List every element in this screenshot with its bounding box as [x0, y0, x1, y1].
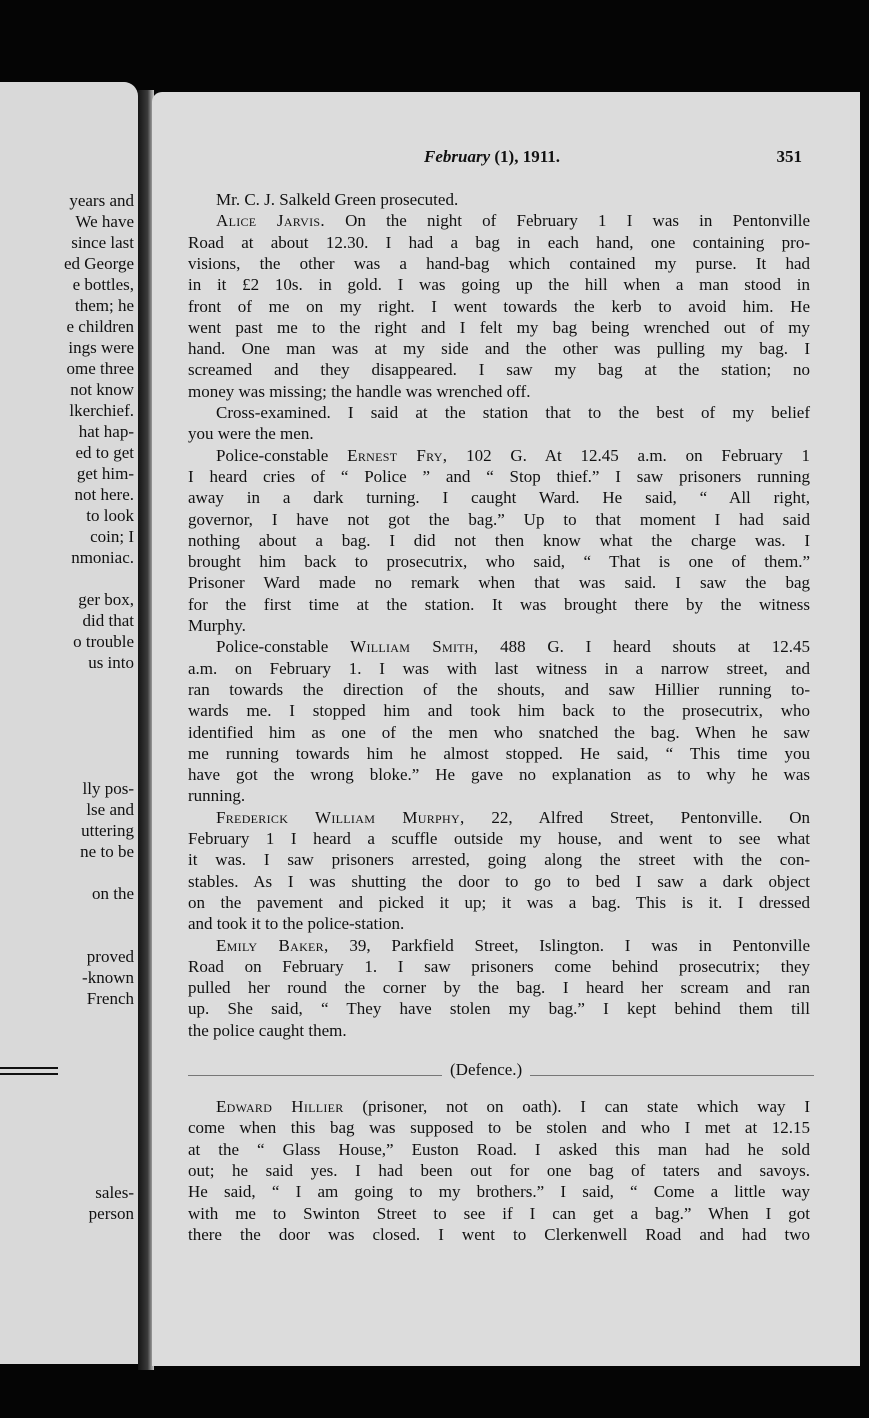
- text-line: me running towards him he almost stopped. He said, “ This time you: [188, 743, 810, 763]
- text-line: Mr. C. J. Salkeld Green prosecuted.: [216, 190, 459, 209]
- text-line: Road at about 12.30. I had a bag in each hand, one containing pro-: [188, 232, 810, 252]
- left-page-line: to look: [86, 506, 134, 525]
- text-line: a.m. on February 1. I was with last witness in a narrow street, and: [188, 658, 810, 678]
- text-line: screamed and they disappeared. I saw my bag at the station; no: [188, 360, 810, 380]
- speaker-name: Ernest Fry,: [347, 445, 448, 465]
- text-line: [216, 445, 810, 466]
- speaker-title: Police-constable: [216, 637, 351, 657]
- text-line: wards me. I stopped him and took him back to the prosecutrix, who: [188, 701, 810, 721]
- text-line: in it £2 10s. in gold. I was going up the hill when a man stood in: [188, 275, 810, 295]
- left-page-line: ed George: [63, 254, 134, 273]
- text-line: money was missing; the handle was wrenched off.: [188, 381, 531, 401]
- text-line: for the first time at the station. It was brought there by the witness: [188, 594, 810, 614]
- left-page-line: o trouble: [73, 632, 134, 651]
- text-line: hand. One man was at my side and the other was pulling my bag. I: [188, 339, 810, 359]
- left-page-line: We have: [75, 212, 134, 231]
- left-page-line: did that: [82, 611, 134, 630]
- left-page-line: lse and: [86, 800, 134, 819]
- left-page-line: e bottles,: [72, 275, 134, 294]
- left-page-line: lkerchief.: [69, 401, 134, 420]
- left-page-line: years and: [69, 191, 134, 210]
- text-line: and took it to the police-station.: [188, 914, 405, 934]
- left-page-rule: [0, 1067, 58, 1069]
- line-text: 102 G. At 12.45 a.m. on February 1: [447, 445, 811, 465]
- left-page-line: uttering: [81, 821, 134, 840]
- left-page-line: ings were: [68, 338, 134, 357]
- text-line: [216, 1096, 810, 1117]
- text-line: Cross-examined. I said at the station that to the best of my belief: [216, 403, 810, 422]
- speaker-name: Emily Baker,: [216, 935, 329, 955]
- left-page-line: them; he: [74, 296, 134, 315]
- text-line: ran towards the direction of the shouts, and saw Hillier running to-: [188, 679, 810, 699]
- line-text: 22, Alfred Street, Pentonville. On: [464, 807, 810, 827]
- text-line: visions, the other was a hand-bag which contained my purse. It had: [188, 253, 810, 273]
- line-text: 488 G. I heard shouts at 12.45: [478, 637, 810, 657]
- header-date: (1), 1911.: [490, 147, 561, 166]
- left-page-line: sales-: [95, 1183, 134, 1202]
- left-page-line: lly pos-: [82, 779, 134, 798]
- speaker-name: William Smith,: [350, 637, 479, 657]
- text-line: nothing about a bag. I did not then know what the charge was. I: [188, 530, 810, 550]
- left-page-line: ger box,: [78, 590, 134, 609]
- header-month: February: [424, 147, 491, 166]
- left-page-line: nmoniac.: [71, 548, 134, 567]
- text-line: [216, 807, 810, 828]
- left-page-line: hat hap-: [78, 422, 134, 441]
- line-text: On the night of February 1 I was in Pentonville: [324, 211, 811, 231]
- text-line: stables. As I was shutting the door to go to bed I saw a dark object: [188, 871, 810, 891]
- text-line: it was. I saw prisoners arrested, going along the street with the con-: [188, 850, 810, 870]
- text-line: Murphy.: [188, 616, 246, 635]
- text-line: [216, 636, 810, 657]
- left-page-rule: [0, 1073, 58, 1075]
- left-page-line: not know: [70, 380, 134, 399]
- text-line: away in a dark turning. I caught Ward. He said, “ All right,: [188, 488, 810, 508]
- speaker-name: Alice Jarvis.: [216, 211, 325, 231]
- left-page-line: us into: [88, 653, 134, 672]
- text-line: Road on February 1. I saw prisoners come behind prosecutrix; they: [188, 956, 810, 976]
- left-page-fragment: [0, 82, 138, 1364]
- defence-heading: (Defence.): [442, 1060, 530, 1080]
- left-page-line: proved: [86, 947, 134, 966]
- left-page-line: ne to be: [80, 842, 134, 861]
- text-line: [216, 210, 810, 231]
- left-page-line: not here.: [74, 485, 134, 504]
- page-number: 351: [776, 147, 802, 166]
- text-line: have got the wrong bloke.” He gave no explanation as to why he was: [188, 765, 810, 785]
- line-text: 39, Parkfield Street, Islington. I was in Pentonville: [328, 935, 810, 955]
- text-line: governor, I have not got the bag.” Up to that moment I had said: [188, 509, 810, 529]
- running-header: [424, 147, 560, 167]
- speaker-name: Edward Hillier: [216, 1097, 344, 1116]
- left-page-line: coin; I: [90, 527, 134, 546]
- left-page-line: e children: [66, 317, 134, 336]
- text-line: there the door was closed. I went to Clerkenwell Road and had two: [188, 1224, 810, 1244]
- text-line: brought him back to prosecutrix, who said, “ That is one of them.”: [188, 552, 810, 572]
- text-line: at the “ Glass House,” Euston Road. I asked this man had he sold: [188, 1139, 810, 1159]
- right-page: [152, 92, 860, 1366]
- text-line: pulled her round the corner by the bag. I heard her scream and ran: [188, 978, 810, 998]
- speaker-title: Police-constable: [216, 445, 348, 465]
- text-line: you were the men.: [188, 424, 314, 444]
- left-page-line: on the: [91, 884, 134, 903]
- text-line: come when this bag was supposed to be stolen and who I met at 12.15: [188, 1118, 810, 1138]
- text-line: Prisoner Ward made no remark when that was said. I saw the bag: [188, 573, 810, 593]
- left-page-line: -known: [82, 968, 134, 987]
- text-line: front of me on my right. I went towards the kerb to avoid him. He: [188, 296, 810, 316]
- text-line: February 1 I heard a scuffle outside my house, and went to see what: [188, 829, 810, 848]
- text-line: He said, “ I am going to my brothers.” I said, “ Come a little way: [188, 1182, 810, 1202]
- text-line: running.: [188, 786, 246, 806]
- text-line: the police caught them.: [188, 1020, 347, 1040]
- left-page-line: ome three: [66, 359, 134, 378]
- speaker-name: Frederick William Murphy,: [216, 807, 465, 827]
- text-line: out; he said yes. I had been out for one bag of taters and savoys.: [188, 1160, 810, 1180]
- text-line: I heard cries of “ Police ” and “ Stop thief.” I saw prisoners running: [188, 466, 810, 486]
- left-page-line: person: [88, 1204, 134, 1223]
- text-line: [216, 935, 810, 956]
- line-text: (prisoner, not on oath). I can state which way I: [343, 1097, 810, 1116]
- text-line: on the pavement and picked it up; it was a bag. This is it. I dressed: [188, 892, 810, 912]
- left-page-line: ed to get: [75, 443, 134, 462]
- left-page-line: French: [86, 989, 134, 1008]
- text-line: identified him as one of the men who snatched the bag. When he saw: [188, 722, 810, 742]
- left-page-line: get him-: [76, 464, 134, 483]
- left-page-line: since last: [71, 233, 134, 252]
- text-line: up. She said, “ They have stolen my bag.” I kept behind them till: [188, 999, 810, 1019]
- text-line: with me to Swinton Street to see if I can get a bag.” When I got: [188, 1203, 810, 1223]
- text-line: went past me to the right and I felt my bag being wrenched out of my: [188, 317, 810, 337]
